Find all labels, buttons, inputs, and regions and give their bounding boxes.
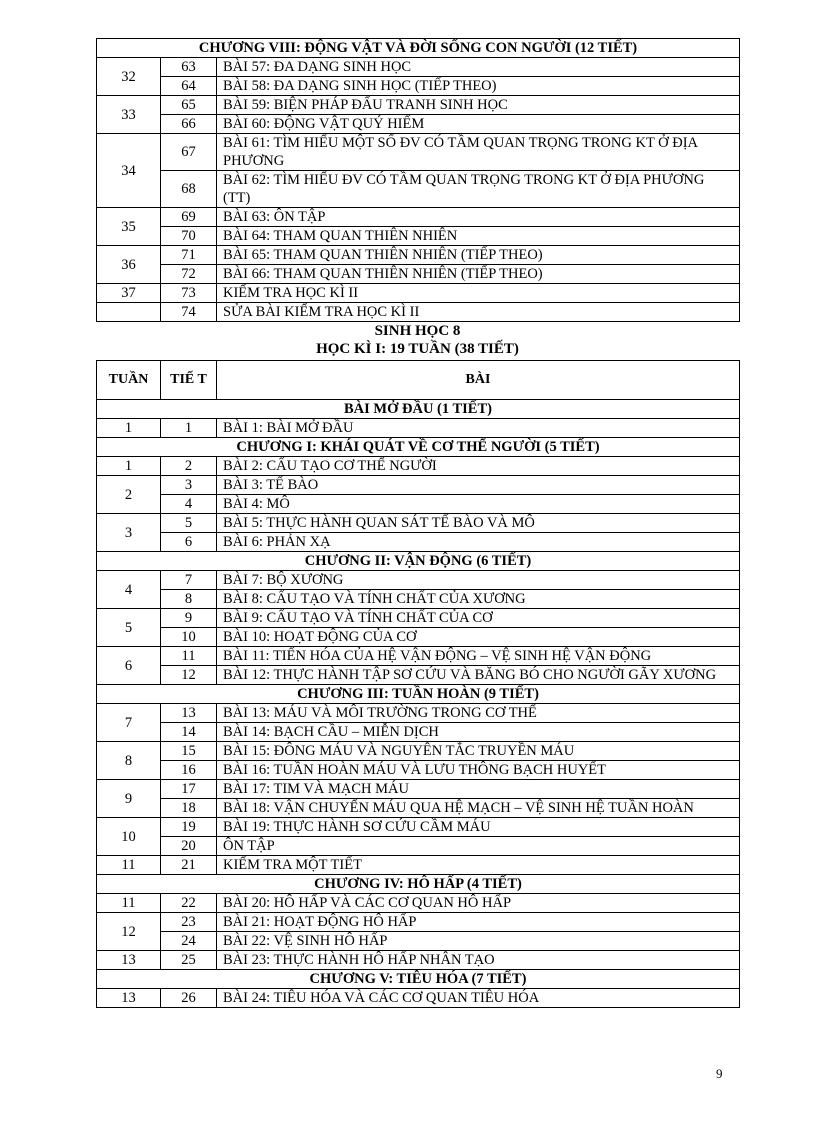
period-cell: 1 [161, 419, 217, 438]
lesson-cell: BÀI 3: TẾ BÀO [217, 476, 740, 495]
period-cell: 16 [161, 761, 217, 780]
lesson-cell: BÀI 18: VẬN CHUYỂN MÁU QUA HỆ MẠCH – VỆ SINH HỆ TUẦN HOÀN [217, 799, 740, 818]
table-row [97, 856, 740, 875]
table-row [97, 647, 740, 666]
lesson-cell: BÀI 14: BẠCH CẦU – MIỄN DỊCH [217, 723, 740, 742]
chapter-row [97, 400, 740, 419]
table-row [97, 134, 740, 171]
lesson-cell: BÀI 64: THAM QUAN THIÊN NHIÊN [217, 227, 740, 246]
table-row [97, 284, 740, 303]
week-cell: 37 [97, 284, 161, 303]
lesson-header: BÀI [217, 361, 740, 400]
table-row [97, 96, 740, 115]
period-cell: 14 [161, 723, 217, 742]
week-cell: 13 [97, 951, 161, 970]
week-cell: 1 [97, 457, 161, 476]
lesson-cell: BÀI 65: THAM QUAN THIÊN NHIÊN (TIẾP THEO) [217, 246, 740, 265]
lesson-cell: BÀI 13: MÁU VÀ MÔI TRƯỜNG TRONG CƠ THỂ [217, 704, 740, 723]
lesson-cell: BÀI 66: THAM QUAN THIÊN NHIÊN (TIẾP THEO) [217, 265, 740, 284]
table-row [97, 723, 740, 742]
table-row [97, 761, 740, 780]
table-row [97, 989, 740, 1008]
table-row [97, 704, 740, 723]
lesson-cell: BÀI 9: CẤU TẠO VÀ TÍNH CHẤT CỦA CƠ [217, 609, 740, 628]
chapter-title: CHƯƠNG VIII: ĐỘNG VẬT VÀ ĐỜI SỐNG CON NGƯỜI (12 TIẾT) [97, 39, 740, 58]
week-cell: 5 [97, 609, 161, 647]
table-row [97, 476, 740, 495]
table-row [97, 457, 740, 476]
week-cell: 34 [97, 134, 161, 208]
chapter-row [97, 39, 740, 58]
chapter-title: CHƯƠNG IV: HÔ HẤP (4 TIẾT) [97, 875, 740, 894]
week-cell: 7 [97, 704, 161, 742]
period-cell: 72 [161, 265, 217, 284]
week-cell: 32 [97, 58, 161, 96]
lesson-cell: KIỂM TRA MỘT TIẾT [217, 856, 740, 875]
period-header: TIẾ T [161, 361, 217, 400]
week-cell: 8 [97, 742, 161, 780]
lesson-cell: BÀI 22: VỆ SINH HÔ HẤP [217, 932, 740, 951]
period-cell: 2 [161, 457, 217, 476]
period-cell: 25 [161, 951, 217, 970]
week-cell: 2 [97, 476, 161, 514]
period-cell: 13 [161, 704, 217, 723]
page-number: 9 [716, 1066, 723, 1081]
lesson-cell: SỬA BÀI KIỂM TRA HỌC KÌ II [217, 303, 740, 322]
lesson-table-grade-8 [96, 360, 740, 1008]
period-cell: 63 [161, 58, 217, 77]
week-cell: 6 [97, 647, 161, 685]
lesson-cell: BÀI 7: BỘ XƯƠNG [217, 571, 740, 590]
lesson-cell: BÀI 16: TUẦN HOÀN MÁU VÀ LƯU THÔNG BẠCH HUYẾT [217, 761, 740, 780]
term-title: HỌC KÌ I: 19 TUẦN (38 TIẾT) [316, 341, 519, 357]
table-row [97, 932, 740, 951]
lesson-cell: BÀI 21: HOẠT ĐỘNG HÔ HẤP [217, 913, 740, 932]
week-cell: 4 [97, 571, 161, 609]
table-row [97, 303, 740, 322]
period-cell: 23 [161, 913, 217, 932]
chapter-row [97, 685, 740, 704]
lesson-cell: BÀI 24: TIÊU HÓA VÀ CÁC CƠ QUAN TIÊU HÓA [217, 989, 740, 1008]
table-row [97, 951, 740, 970]
lesson-cell: BÀI 10: HOẠT ĐỘNG CỦA CƠ [217, 628, 740, 647]
table-row [97, 265, 740, 284]
period-cell: 5 [161, 514, 217, 533]
period-cell: 15 [161, 742, 217, 761]
lesson-cell: BÀI 4: MÔ [217, 495, 740, 514]
chapter-row [97, 970, 740, 989]
table-row [97, 208, 740, 227]
period-cell: 69 [161, 208, 217, 227]
chapter-row [97, 875, 740, 894]
week-cell: 36 [97, 246, 161, 284]
table-row [97, 115, 740, 134]
period-cell: 10 [161, 628, 217, 647]
week-cell: 13 [97, 989, 161, 1008]
period-cell: 4 [161, 495, 217, 514]
table-row [97, 818, 740, 837]
lesson-cell: BÀI 57: ĐA DẠNG SINH HỌC [217, 58, 740, 77]
period-cell: 71 [161, 246, 217, 265]
period-cell: 19 [161, 818, 217, 837]
period-cell: 70 [161, 227, 217, 246]
week-cell: 12 [97, 913, 161, 951]
table-row [97, 666, 740, 685]
week-cell: 9 [97, 780, 161, 818]
period-cell: 74 [161, 303, 217, 322]
lesson-cell: KIỂM TRA HỌC KÌ II [217, 284, 740, 303]
period-cell: 26 [161, 989, 217, 1008]
table-row [97, 780, 740, 799]
week-cell: 11 [97, 894, 161, 913]
chapter-title: CHƯƠNG III: TUẦN HOÀN (9 TIẾT) [97, 685, 740, 704]
week-cell: 11 [97, 856, 161, 875]
lesson-cell: BÀI 6: PHẢN XẠ [217, 533, 740, 552]
week-header: TUẦN [97, 361, 161, 400]
chapter-row [97, 438, 740, 457]
period-cell: 68 [161, 171, 217, 208]
lesson-cell: BÀI 19: THỰC HÀNH SƠ CỨU CẦM MÁU [217, 818, 740, 837]
period-cell: 67 [161, 134, 217, 171]
table-row [97, 419, 740, 438]
lesson-cell: BÀI 62: TÌM HIỂU ĐV CÓ TẦM QUAN TRỌNG TRONG KT Ở ĐỊA PHƯƠNG (TT) [217, 171, 740, 208]
table-row [97, 77, 740, 96]
table-row [97, 913, 740, 932]
chapter-title: BÀI MỞ ĐẦU (1 TIẾT) [97, 400, 740, 419]
period-cell: 21 [161, 856, 217, 875]
table-row [97, 227, 740, 246]
chapter-title: CHƯƠNG II: VẬN ĐỘNG (6 TIẾT) [97, 552, 740, 571]
chapter-row [97, 552, 740, 571]
table-row [97, 171, 740, 208]
lesson-cell: BÀI 60: ĐỘNG VẬT QUÝ HIẾM [217, 115, 740, 134]
week-cell: 1 [97, 419, 161, 438]
lesson-cell: BÀI 59: BIỆN PHÁP ĐẤU TRANH SINH HỌC [217, 96, 740, 115]
period-cell: 17 [161, 780, 217, 799]
subject-title: SINH HỌC 8 [374, 323, 461, 339]
week-cell: 35 [97, 208, 161, 246]
period-cell: 18 [161, 799, 217, 818]
week-cell: 33 [97, 96, 161, 134]
period-cell: 7 [161, 571, 217, 590]
period-cell: 22 [161, 894, 217, 913]
table-row [97, 894, 740, 913]
period-cell: 3 [161, 476, 217, 495]
lesson-cell: ÔN TẬP [217, 837, 740, 856]
period-cell: 73 [161, 284, 217, 303]
lesson-cell: BÀI 17: TIM VÀ MẠCH MÁU [217, 780, 740, 799]
table-row [97, 514, 740, 533]
table-row [97, 495, 740, 514]
table-row [97, 533, 740, 552]
lesson-cell: BÀI 12: THỰC HÀNH TẬP SƠ CỨU VÀ BĂNG BÓ CHO NGƯỜI GÃY XƯƠNG [217, 666, 740, 685]
period-cell: 24 [161, 932, 217, 951]
table-row [97, 799, 740, 818]
period-cell: 64 [161, 77, 217, 96]
lesson-cell: BÀI 61: TÌM HIỂU MỘT SỐ ĐV CÓ TẦM QUAN TRỌNG TRONG KT Ở ĐỊA PHƯƠNG [217, 134, 740, 171]
table-row [97, 609, 740, 628]
chapter-title: CHƯƠNG V: TIÊU HÓA (7 TIẾT) [97, 970, 740, 989]
lesson-cell: BÀI 11: TIẾN HÓA CỦA HỆ VẬN ĐỘNG – VỆ SINH HỆ VẬN ĐỘNG [217, 647, 740, 666]
table-row [97, 58, 740, 77]
header-row [97, 361, 740, 400]
lesson-cell: BÀI 20: HÔ HẤP VÀ CÁC CƠ QUAN HÔ HẤP [217, 894, 740, 913]
table-row [97, 246, 740, 265]
period-cell: 9 [161, 609, 217, 628]
period-cell: 12 [161, 666, 217, 685]
lesson-cell: BÀI 58: ĐA DẠNG SINH HỌC (TIẾP THEO) [217, 77, 740, 96]
table-row [97, 742, 740, 761]
period-cell: 65 [161, 96, 217, 115]
period-cell: 66 [161, 115, 217, 134]
lesson-cell: BÀI 63: ÔN TẬP [217, 208, 740, 227]
week-cell: 10 [97, 818, 161, 856]
week-cell [97, 303, 161, 322]
table-row [97, 837, 740, 856]
table-row [97, 628, 740, 647]
week-cell: 3 [97, 514, 161, 552]
table-row [97, 571, 740, 590]
lesson-cell: BÀI 8: CẤU TẠO VÀ TÍNH CHẤT CỦA XƯƠNG [217, 590, 740, 609]
lesson-cell: BÀI 1: BÀI MỞ ĐẦU [217, 419, 740, 438]
period-cell: 11 [161, 647, 217, 666]
period-cell: 6 [161, 533, 217, 552]
lesson-cell: BÀI 23: THỰC HÀNH HÔ HẤP NHÂN TẠO [217, 951, 740, 970]
chapter-title: CHƯƠNG I: KHÁI QUÁT VỀ CƠ THỂ NGƯỜI (5 TIẾT) [97, 438, 740, 457]
lesson-cell: BÀI 5: THỰC HÀNH QUAN SÁT TẾ BÀO VÀ MÔ [217, 514, 740, 533]
lesson-cell: BÀI 2: CẤU TẠO CƠ THỂ NGƯỜI [217, 457, 740, 476]
period-cell: 8 [161, 590, 217, 609]
lesson-table-chapter-8 [96, 38, 740, 322]
table-row [97, 590, 740, 609]
lesson-cell: BÀI 15: ĐÔNG MÁU VÀ NGUYÊN TẮC TRUYỀN MÁU [217, 742, 740, 761]
period-cell: 20 [161, 837, 217, 856]
